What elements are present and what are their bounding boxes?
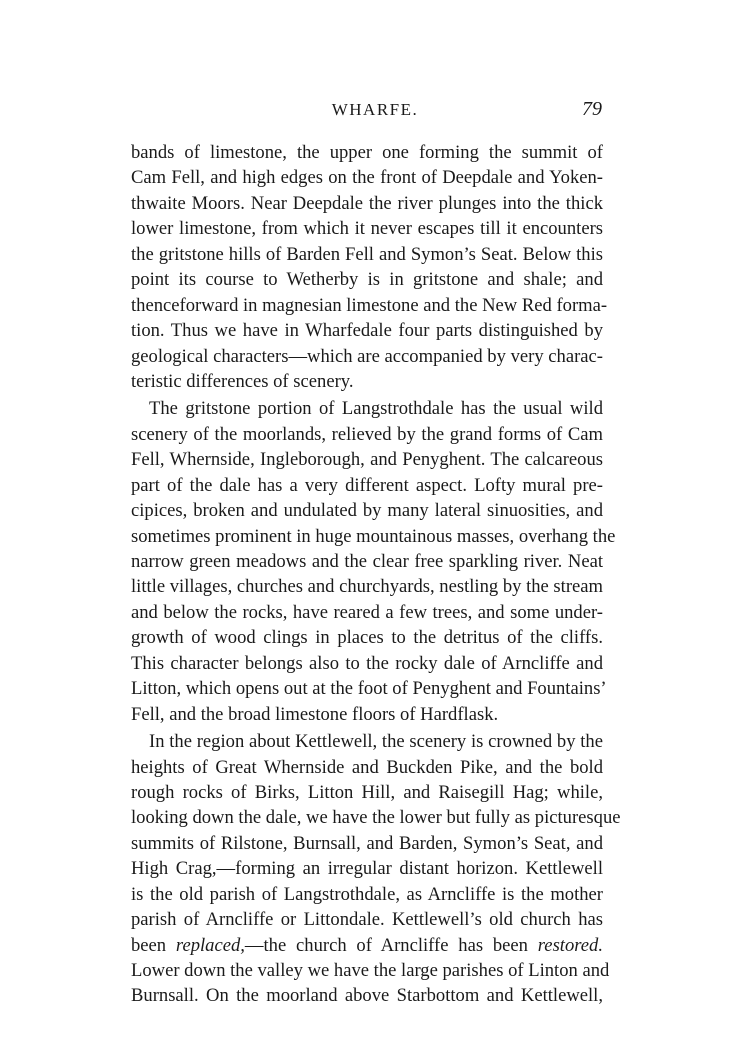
text-line: rough rocks of Birks, Litton Hill, and Raisegill Hag; while, xyxy=(131,781,603,803)
text-line: High Crag,—forming an irregular distant horizon. Kettlewell xyxy=(131,858,603,880)
text-line: point its course to Wetherby is in gritstone and shale; and xyxy=(131,269,603,291)
running-title: WHARFE. xyxy=(331,100,419,119)
page-number: 79 xyxy=(582,98,602,120)
text-line: heights of Great Whernside and Buckden Pike, and the bold xyxy=(131,756,603,778)
paragraph-2 xyxy=(131,396,616,727)
text-line: is the old parish of Langstrothdale, as Arncliffe is the mother xyxy=(131,883,603,905)
body-text xyxy=(131,140,621,1009)
text-line: parish of Arncliffe or Littondale. Kettlewell’s old church has xyxy=(131,909,603,931)
text-line: part of the dale has a very different aspect. Lofty mural pre- xyxy=(131,474,603,496)
text-line-with-italics xyxy=(131,933,603,958)
text-line: cipices, broken and undulated by many lateral sinuosities, and xyxy=(131,500,603,522)
text-line: and below the rocks, have reared a few trees, and some under- xyxy=(131,601,603,623)
text-line: tion. Thus we have in Wharfedale four parts distinguished by xyxy=(131,320,603,342)
text-line: teristic differences of scenery. xyxy=(131,370,354,392)
text-line: lower limestone, from which it never escapes till it encounters xyxy=(131,218,603,240)
text-line: thwaite Moors. Near Deepdale the river plunges into the thick xyxy=(131,192,603,214)
text-line: narrow green meadows and the clear free sparkling river. Neat xyxy=(131,551,603,572)
text-line: sometimes prominent in huge mountainous masses, overhang the xyxy=(131,525,616,547)
text-line: scenery of the moorlands, relieved by the grand forms of Cam xyxy=(131,423,603,445)
text-line: growth of wood clings in places to the detritus of the cliffs. xyxy=(131,627,603,649)
italic-text: replaced, xyxy=(175,934,245,956)
paragraph-1 xyxy=(131,140,608,394)
text-line: the gritstone hills of Barden Fell and Symon’s Seat. Below this xyxy=(131,243,603,265)
text-line: Litton, which opens out at the foot of Penyghent and Fountains’ xyxy=(131,678,607,700)
text-line: Cam Fell, and high edges on the front of Deepdale and Yoken- xyxy=(131,167,603,189)
text-line: thenceforward in magnesian limestone and the New Red forma- xyxy=(131,294,608,316)
text-line: bands of limestone, the upper one forming the summit of xyxy=(131,142,603,163)
text-line: Fell, Whernside, Ingleborough, and Penyghent. The calcareous xyxy=(131,449,603,471)
italic-text: restored. xyxy=(537,934,604,956)
paragraph-3 xyxy=(131,729,621,1009)
text-segment: —the church of Arncliffe has been xyxy=(244,934,538,956)
text-line: Lower down the valley we have the large parishes of Linton and xyxy=(131,960,610,981)
text-line: This character belongs also to the rocky dale of Arncliffe and xyxy=(131,652,603,674)
text-segment: been xyxy=(131,934,176,956)
text-line: The gritstone portion of Langstrothdale has the usual wild xyxy=(149,398,603,420)
text-line: geological characters—which are accompanied by very charac- xyxy=(131,345,603,367)
text-line: looking down the dale, we have the lower but fully as picturesque xyxy=(131,807,621,829)
text-line: Fell, and the broad limestone floors of Hardflask. xyxy=(131,703,499,725)
text-line: little villages, churches and churchyards, nestling by the stream xyxy=(131,576,603,598)
text-line: summits of Rilstone, Burnsall, and Barden, Symon’s Seat, and xyxy=(131,832,603,854)
text-line: Burnsall. On the moorland above Starbottom and Kettlewell, xyxy=(131,985,603,1007)
text-line: In the region about Kettlewell, the scenery is crowned by the xyxy=(149,731,603,753)
